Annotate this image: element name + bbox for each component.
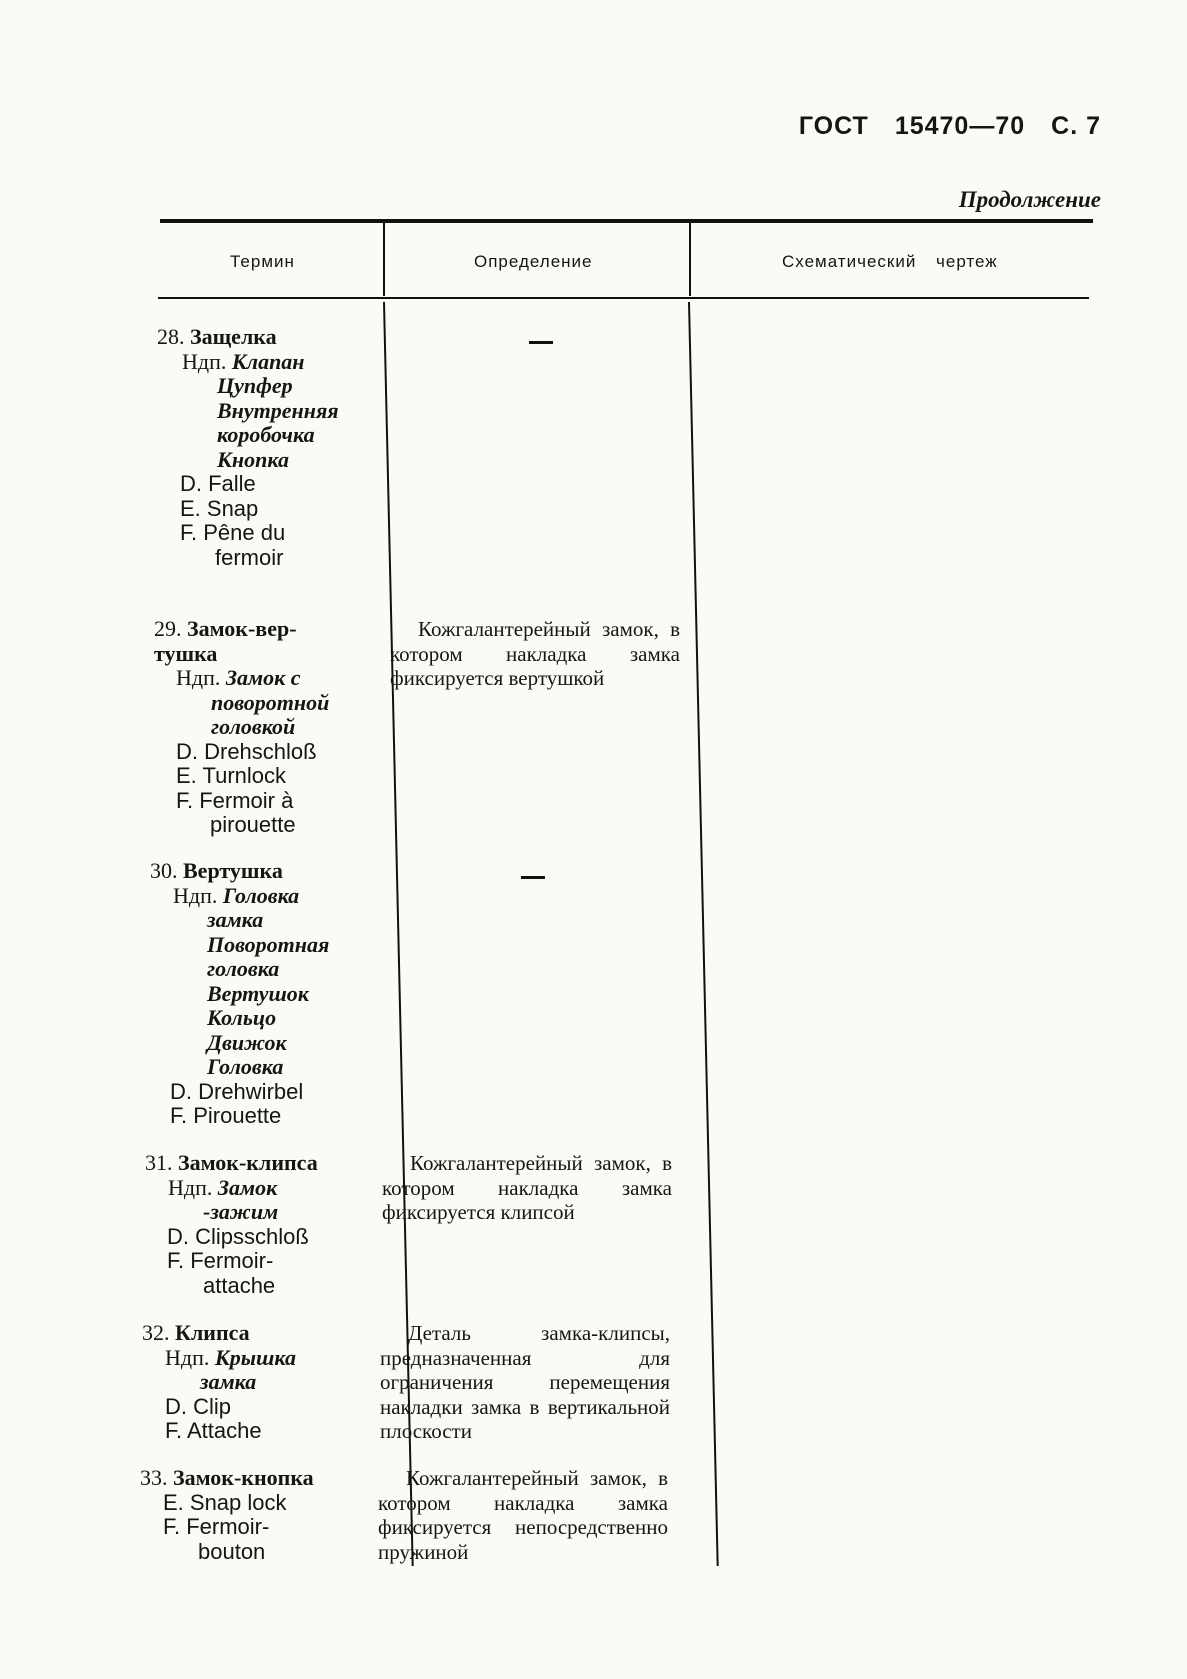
standard-number: 15470—70 <box>894 112 1026 140</box>
foreign-equivalent: F. Fermoir- <box>163 1514 270 1539</box>
synonym: Внутренняя <box>217 397 339 423</box>
term-name: Замок-клипса <box>178 1150 318 1175</box>
foreign-equivalent: F. Fermoir- <box>167 1248 274 1273</box>
synonym: Поворотная <box>207 931 330 957</box>
foreign-equivalent: D. Drehwirbel <box>170 1078 304 1104</box>
table-header-rule <box>158 297 1089 299</box>
synonym: головка <box>207 956 280 981</box>
foreign-equivalent: F. Pirouette <box>170 1103 282 1128</box>
synonym: Цупфер <box>217 373 293 398</box>
term-name: Клипса <box>175 1320 250 1345</box>
definition-text: Кожгалантерейный замок, в котором накладка замка фиксируется вертушкой <box>390 617 680 690</box>
term-number: 28. <box>157 324 185 349</box>
synonym: коробочка <box>217 422 315 447</box>
foreign-equivalent: D. Clipsschloß <box>167 1223 309 1249</box>
term-name: Замок-вер- <box>187 616 297 641</box>
term-entry-29 <box>154 617 329 838</box>
column-divider <box>688 302 719 1566</box>
term-number: 29. <box>154 616 182 641</box>
continuation-label: Продолжение <box>958 187 1101 212</box>
synonym: Кнопка <box>217 446 289 472</box>
definition-33 <box>378 1466 668 1564</box>
term-entry-28 <box>157 325 339 570</box>
definition-dash <box>529 341 553 344</box>
synonym: Замок с <box>225 665 301 690</box>
table-top-rule <box>160 219 1093 223</box>
synonym: замка <box>207 907 264 932</box>
synonym: Клапан <box>231 348 305 374</box>
standard-label: ГОСТ <box>798 112 869 140</box>
ndp-label: Ндп. <box>182 348 227 374</box>
ndp-label: Ндп. <box>165 1344 210 1370</box>
definition-29 <box>390 617 680 691</box>
term-number: 33. <box>140 1465 168 1490</box>
synonym: Движок <box>207 1029 287 1055</box>
foreign-equivalent: E. Snap <box>180 495 259 521</box>
term-number: 30. <box>150 858 178 883</box>
definition-31 <box>382 1151 672 1225</box>
column-header-drawing: Схематический чертеж <box>782 252 998 271</box>
column-divider <box>383 222 385 296</box>
synonym: Замок <box>217 1174 278 1200</box>
foreign-equivalent: F. Pêne du <box>180 520 286 545</box>
synonym: -зажим <box>203 1199 279 1224</box>
column-header-definition: Определение <box>474 252 593 271</box>
term-entry-32 <box>142 1321 296 1444</box>
synonym: Головка <box>207 1054 284 1079</box>
column-header-term: Термин <box>230 252 295 271</box>
foreign-equivalent: F. Attache <box>165 1418 262 1443</box>
term-name-continued: тушка <box>154 640 218 666</box>
synonym: Кольцо <box>207 1005 277 1030</box>
foreign-equivalent: F. Fermoir à <box>176 787 294 813</box>
synonym: Вертушок <box>207 980 309 1006</box>
foreign-equivalent: E. Snap lock <box>163 1489 287 1515</box>
ndp-label: Ндп. <box>168 1174 213 1200</box>
term-name: Замок-кнопка <box>173 1465 314 1490</box>
foreign-equivalent: pirouette <box>210 812 296 837</box>
definition-text: Кожгалантерейный замок, в котором накладка замка фиксируется клипсой <box>382 1151 672 1224</box>
column-divider <box>689 222 691 296</box>
foreign-equivalent: bouton <box>198 1538 266 1564</box>
ndp-label: Ндп. <box>176 665 221 690</box>
ndp-label: Ндп. <box>173 882 218 908</box>
term-number: 32. <box>142 1320 170 1345</box>
foreign-equivalent: D. Clip <box>165 1393 232 1419</box>
foreign-equivalent: fermoir <box>215 544 284 570</box>
definition-text: Кожгалантерейный замок, в котором накладка замка фиксируется непосредственно пружиной <box>378 1466 668 1564</box>
definition-dash <box>521 876 545 879</box>
synonym: поворотной <box>211 689 330 715</box>
definition-32 <box>380 1321 670 1444</box>
term-number: 31. <box>145 1150 173 1175</box>
page-header <box>799 112 1101 141</box>
synonym: Крышка <box>214 1344 296 1370</box>
term-entry-31 <box>145 1151 318 1298</box>
term-entry-33 <box>140 1466 314 1564</box>
term-entry-30 <box>150 859 329 1129</box>
synonym: головкой <box>211 714 296 739</box>
term-name: Защелка <box>190 324 277 349</box>
foreign-equivalent: D. Falle <box>180 471 256 496</box>
page-number: С. 7 <box>1051 112 1101 140</box>
foreign-equivalent: E. Turnlock <box>176 763 287 788</box>
foreign-equivalent: D. Drehschloß <box>176 738 317 764</box>
definition-text: Деталь замка-клипсы, предназначенная для ограничения перемещения накладки замка в вертикальной плоскости <box>380 1321 670 1443</box>
synonym: замка <box>200 1369 257 1394</box>
foreign-equivalent: attache <box>203 1272 276 1298</box>
synonym: Головка <box>222 882 300 908</box>
term-name: Вертушка <box>183 858 283 883</box>
